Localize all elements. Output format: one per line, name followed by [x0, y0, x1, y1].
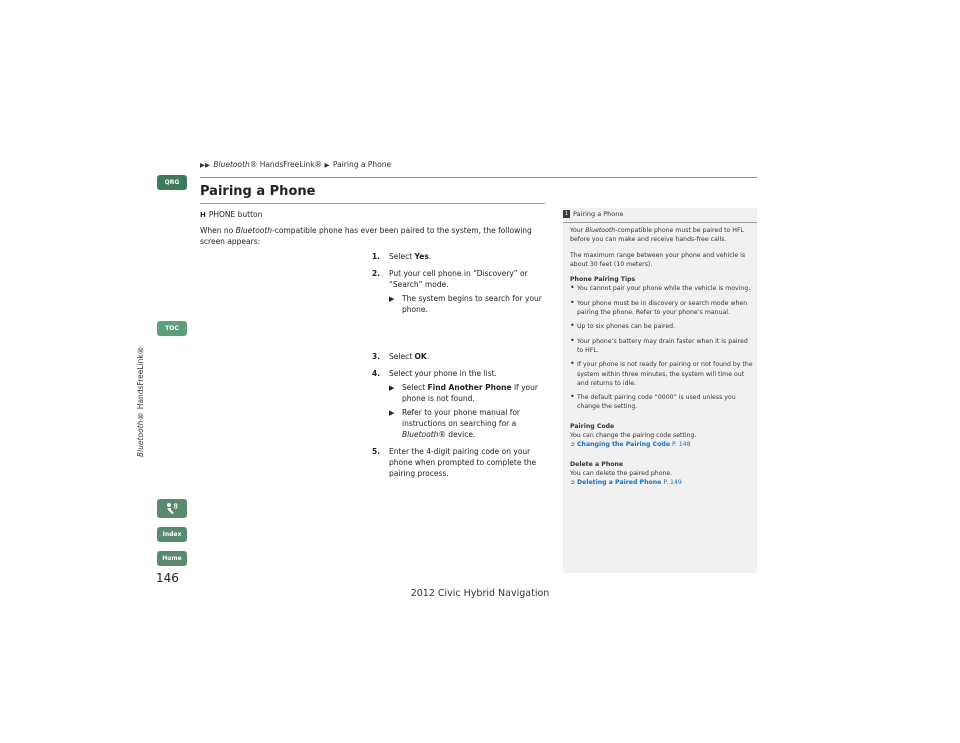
- delete-text: You can delete the paired phone.: [570, 469, 673, 477]
- cross-ref-icon: ➲: [570, 479, 576, 487]
- step-2: [372, 268, 547, 315]
- tip-item: [570, 284, 754, 293]
- index-tab[interactable]: Index: [157, 527, 187, 542]
- note-text: Your: [570, 227, 586, 234]
- tip-item: [570, 360, 754, 388]
- bullet-icon: •: [570, 321, 575, 331]
- cross-ref-icon: ➲: [570, 441, 576, 449]
- step-text: Enter the 4-digit pairing code on your phone when prompted to complete the pairing process.: [389, 447, 537, 478]
- chapter-label-italic: Bluetooth: [136, 420, 145, 457]
- note-body: [570, 226, 754, 488]
- step-text: Select your phone in the list.: [389, 369, 497, 378]
- pairing-code-heading: Pairing Code: [570, 422, 615, 430]
- note-panel: [563, 208, 757, 573]
- note-header: [563, 208, 757, 223]
- tip-item: [570, 337, 754, 356]
- header-rule: [200, 177, 757, 178]
- note-text: -compatible phone must be paired to HFL before you can make and receive hands-free calls.: [570, 227, 744, 244]
- steps-list: [372, 251, 547, 479]
- bullet-icon: •: [570, 359, 575, 369]
- breadcrumb-part2[interactable]: Pairing a Phone: [332, 160, 392, 169]
- step-sub-text: The system begins to search for your phone.: [402, 294, 542, 314]
- footer-text: 2012 Civic Hybrid Navigation: [410, 588, 550, 599]
- page-title: Pairing a Phone: [200, 184, 316, 199]
- note-italic: Bluetooth: [585, 227, 616, 234]
- tip-text: Your phone’s battery may drain faster when it is paired to HFL.: [577, 337, 748, 354]
- arrow-right-icon: ▶: [389, 409, 395, 417]
- step-sub: [389, 382, 547, 404]
- home-tab[interactable]: Home: [157, 551, 187, 566]
- step-bold: OK: [414, 352, 427, 361]
- step-sub-text: ® device.: [438, 430, 476, 439]
- pairing-code-text: You can change the pairing code setting.: [570, 432, 697, 440]
- breadcrumb-part1[interactable]: ® HandsFreeLink®: [249, 160, 323, 169]
- step-3: [372, 351, 547, 362]
- voice-command-tab[interactable]: [157, 499, 187, 518]
- intro-text: [200, 225, 540, 247]
- step-5: [372, 446, 547, 479]
- pairing-code-link[interactable]: [570, 440, 754, 449]
- step-sub-italic: Bluetooth: [402, 430, 439, 439]
- page-number: 146: [156, 571, 179, 585]
- tip-text: You cannot pair your phone while the vehicle is moving.: [577, 285, 751, 293]
- triangle-right-icon: ▶▶: [200, 161, 210, 169]
- note-paragraph: The maximum range between your phone and vehicle is about 30 feet (10 meters).: [570, 251, 746, 268]
- qrg-tab[interactable]: QRG: [157, 175, 187, 190]
- intro-before: When no: [200, 226, 236, 235]
- step-text: Select: [389, 352, 415, 361]
- step-sub: [389, 407, 547, 440]
- breadcrumb: [200, 160, 391, 169]
- step-sub-text: Refer to your phone manual for instructions on searching for a: [402, 408, 521, 428]
- link-text[interactable]: Deleting a Paired Phone: [577, 479, 662, 487]
- breadcrumb-part1-italic: Bluetooth: [213, 160, 250, 169]
- arrow-right-icon: ▶: [389, 384, 395, 392]
- intro-after: -compatible phone has ever been paired to the system, the following screen appears:: [200, 226, 532, 246]
- step-text: Put your cell phone in “Discovery” or “Search” mode.: [389, 269, 528, 289]
- step-number: 3.: [372, 352, 381, 361]
- tip-text: Up to six phones can be paired.: [577, 323, 676, 331]
- link-page[interactable]: P. 149: [663, 479, 682, 487]
- phone-button-label: [200, 210, 262, 219]
- note-heading: Pairing a Phone: [573, 210, 624, 218]
- step-bold: Yes: [414, 252, 429, 261]
- step-text: .: [428, 252, 432, 261]
- step-4: [372, 368, 547, 440]
- h-button-icon: H: [200, 211, 206, 219]
- title-rule: [200, 203, 545, 204]
- step-sub-bold: Find Another Phone: [427, 383, 512, 392]
- link-text[interactable]: Changing the Pairing Code: [577, 441, 671, 449]
- step-text: Select: [389, 252, 415, 261]
- bullet-icon: •: [570, 283, 575, 293]
- delete-link[interactable]: [570, 478, 754, 487]
- step-1: [372, 251, 547, 262]
- tip-item: [570, 299, 754, 318]
- tip-text: Your phone must be in discovery or search mode when pairing the phone. Refer to your phone’s manual.: [577, 299, 748, 317]
- bullet-icon: •: [570, 335, 575, 345]
- step-sub-text: if your phone is not found.: [402, 383, 538, 403]
- delete-heading: Delete a Phone: [570, 460, 624, 468]
- step-number: 4.: [372, 369, 381, 378]
- note-icon: 1: [564, 211, 569, 217]
- tip-text: If your phone is not ready for pairing or not found by the system within three minutes, the system will time out and returns to idle.: [577, 361, 753, 387]
- bullet-icon: •: [570, 297, 575, 307]
- intro-italic: Bluetooth: [235, 226, 273, 235]
- arrow-right-icon: ▶: [389, 295, 395, 303]
- step-number: 2.: [372, 269, 381, 278]
- tip-text: The default pairing code “0000” is used unless you change the setting.: [577, 394, 736, 411]
- voice-icon: [165, 502, 179, 515]
- bullet-icon: •: [570, 392, 575, 402]
- tip-item: [570, 322, 754, 331]
- tip-item: [570, 393, 754, 412]
- chapter-side-label: [136, 345, 208, 495]
- toc-tab[interactable]: TOC: [157, 321, 187, 336]
- step-text: .: [426, 352, 430, 361]
- triangle-right-icon: ▶: [324, 161, 330, 169]
- phone-button-text: PHONE button: [208, 210, 263, 219]
- step-number: 1.: [372, 252, 381, 261]
- step-sub: [389, 293, 547, 315]
- step-sub-text: Select: [402, 383, 428, 392]
- step-number: 5.: [372, 447, 381, 456]
- link-page[interactable]: P. 148: [672, 441, 691, 449]
- note-paragraph: [570, 226, 754, 245]
- tips-heading: Phone Pairing Tips: [570, 276, 636, 284]
- chapter-label-rest: ® HandsFreeLink®: [136, 345, 145, 421]
